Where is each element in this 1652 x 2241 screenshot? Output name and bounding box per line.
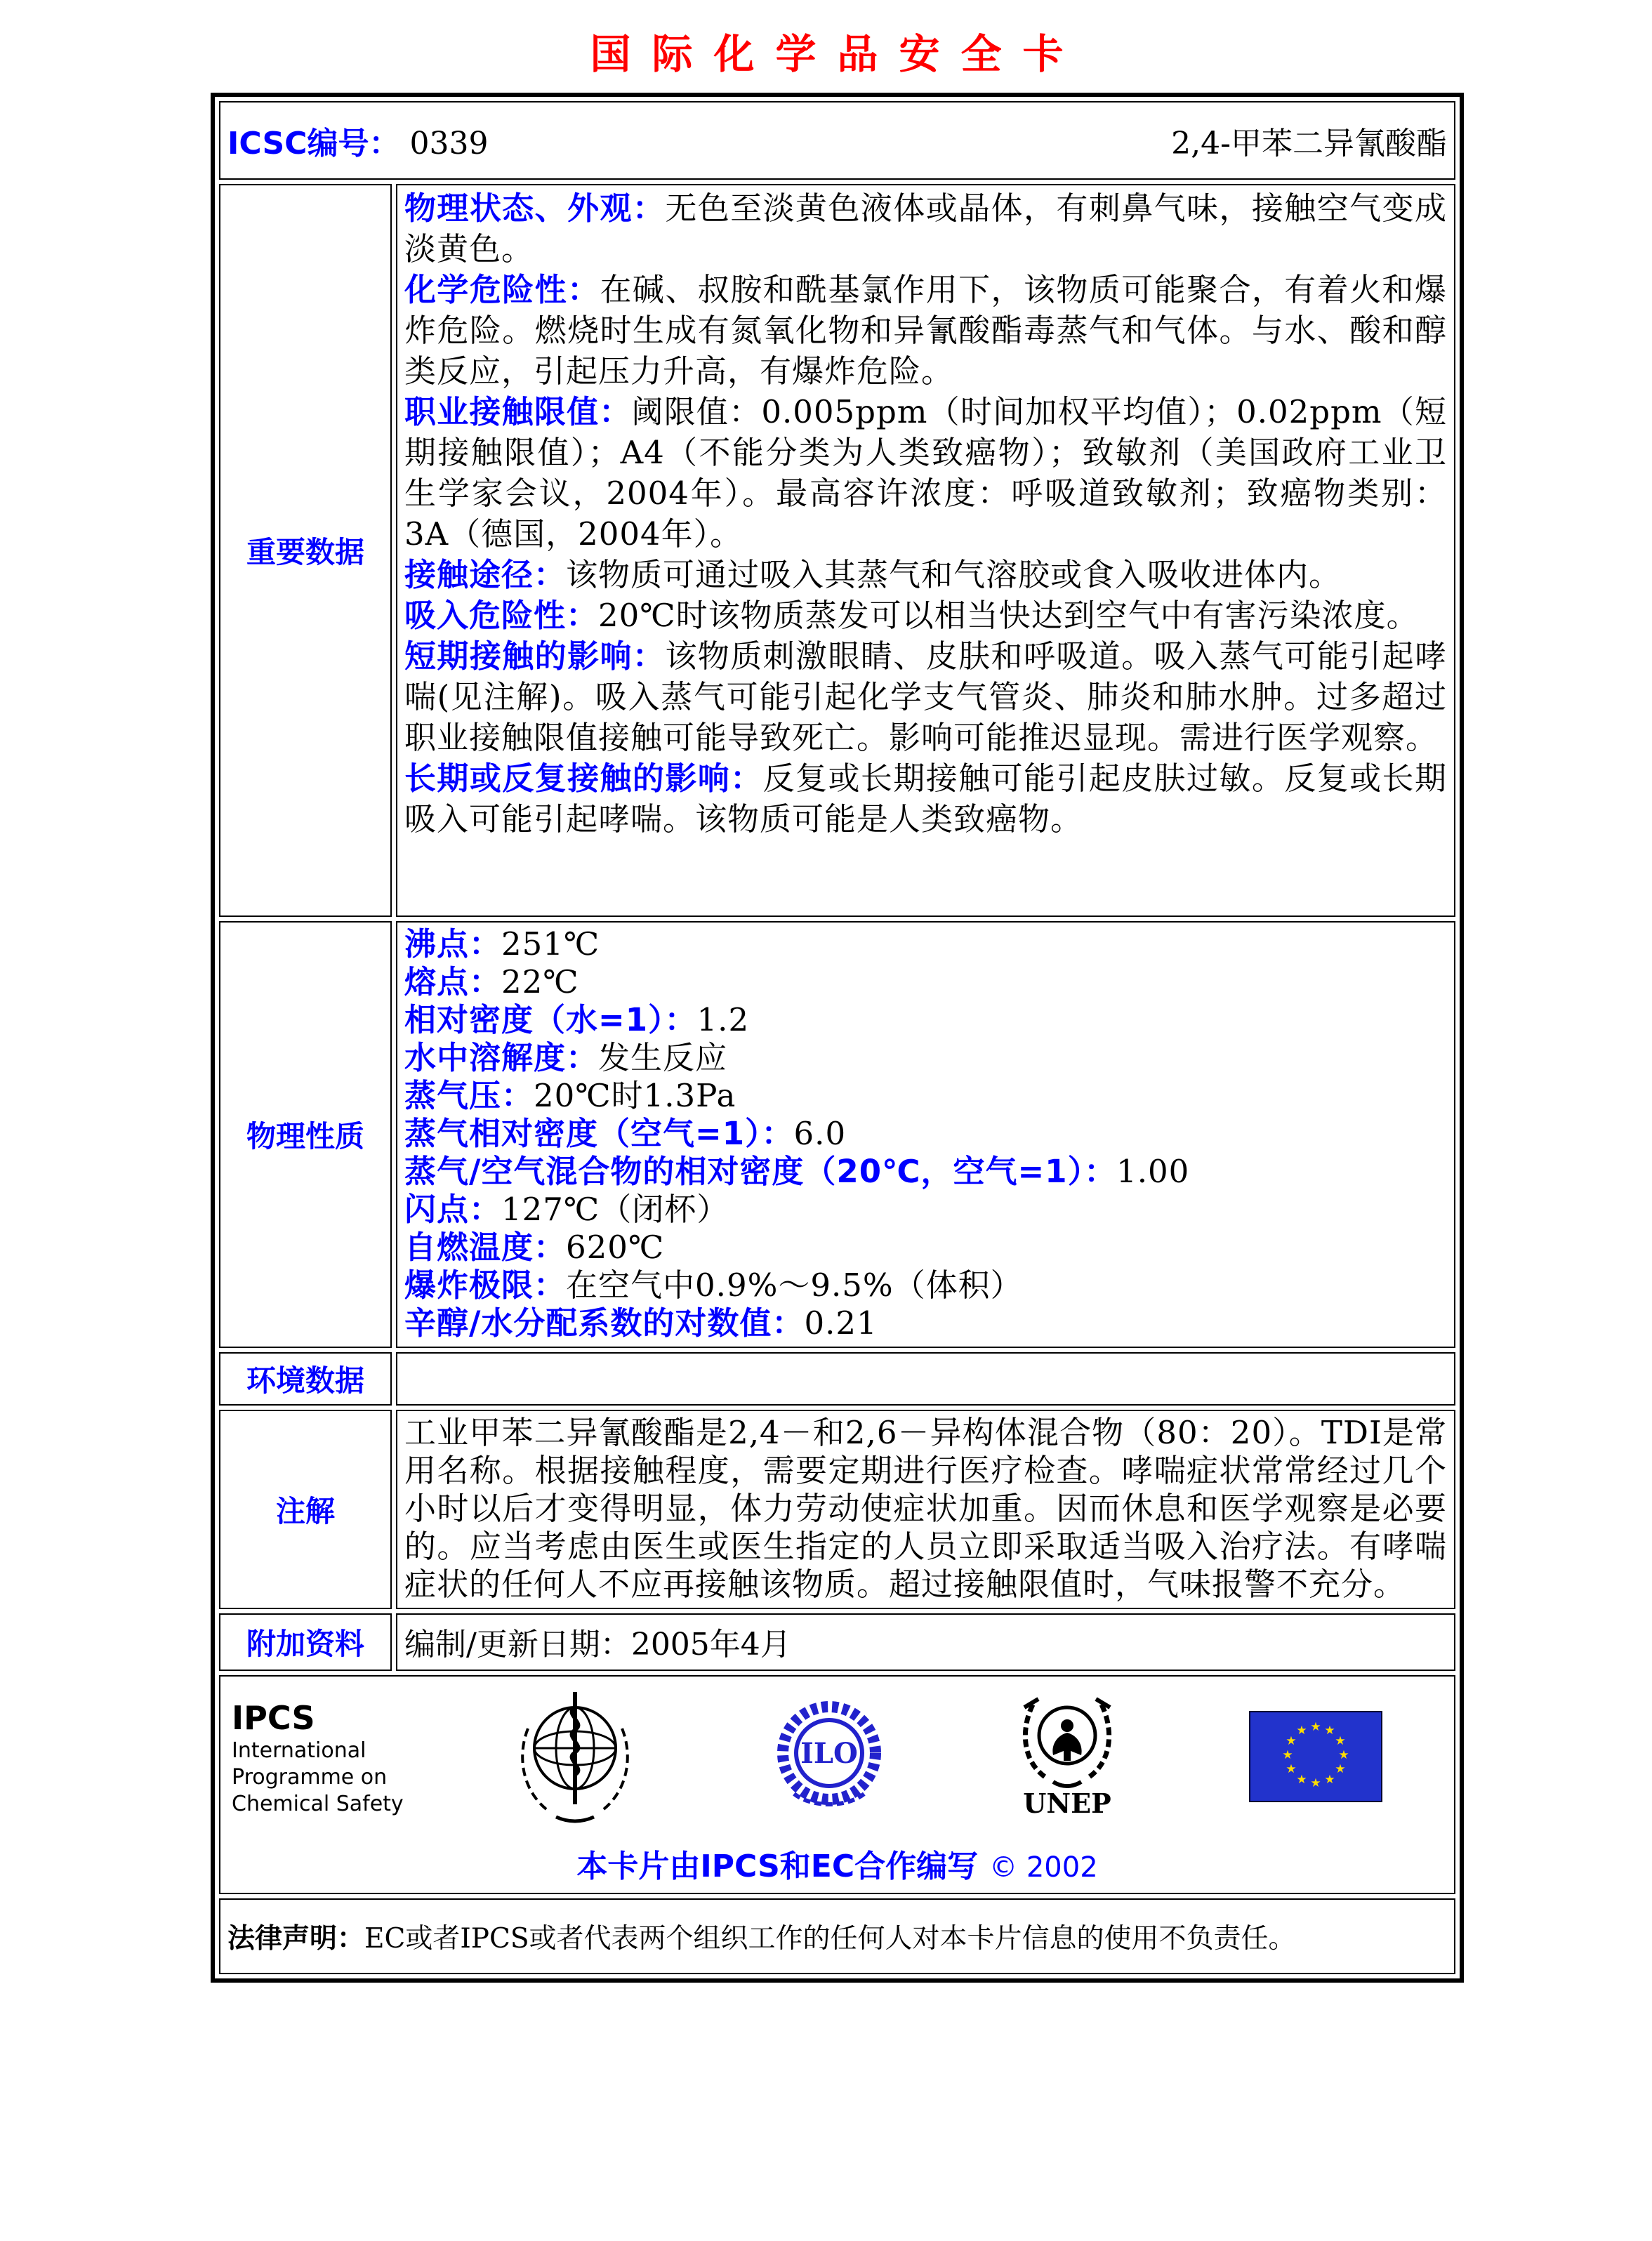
ilo-logo-text: ILO — [800, 1737, 858, 1770]
ipcs-text-block — [227, 1698, 442, 1818]
important-data-content — [396, 184, 1455, 917]
physical-properties-row — [219, 921, 1455, 1348]
environmental-data-content — [396, 1352, 1455, 1406]
field-value: 22℃ — [501, 963, 579, 1000]
field-value: 127℃（闭杯） — [501, 1191, 729, 1228]
physical-property-item — [404, 1039, 1447, 1077]
section-label-physical-properties: 物理性质 — [219, 921, 392, 1348]
section-label-important-data: 重要数据 — [219, 184, 392, 917]
physical-property-item — [404, 963, 1447, 1001]
physical-property-item — [404, 1001, 1447, 1039]
logo-strip — [442, 1686, 1447, 1830]
header-cell — [219, 101, 1455, 180]
eu-flag-icon — [1249, 1711, 1382, 1805]
svg-text:★: ★ — [1286, 1734, 1297, 1748]
important-data-item — [404, 270, 1447, 392]
field-label: 爆炸极限： — [404, 1267, 567, 1304]
field-value: 在碱、叔胺和酰基氯作用下，该物质可能聚合，有着火和爆炸危险。燃烧时生成有氮氧化物和异氰酸酯毒蒸气和气体。与水、酸和醇类反应，引起压力升高，有爆炸危险。 — [404, 271, 1447, 390]
page-title: 国际化学品安全卡 — [590, 30, 1085, 78]
field-label: 沸点： — [404, 925, 502, 963]
field-value: 阈限值：0.005ppm（时间加权平均值）；0.02ppm（短期接触限值）；A4（不能分类为人类致癌物）；致敏剂（美国政府工业卫生学家会议，2004年）。最高容许浓度：呼吸道致敏剂；致癌物类别：3A（德国，2004年）。 — [404, 393, 1447, 553]
legal-statement: EC或者IPCS或者代表两个组织工作的任何人对本卡片信息的使用不负责任。 — [364, 1923, 1296, 1955]
important-data-item — [404, 555, 1447, 595]
section-label-notes: 注解 — [219, 1410, 392, 1609]
field-value: 无色至淡黄色液体或晶体，有刺鼻气味，接触空气变成淡黄色。 — [404, 190, 1447, 267]
notes-content — [396, 1410, 1455, 1609]
svg-text:★: ★ — [1310, 1776, 1321, 1790]
field-value: 6.0 — [793, 1115, 847, 1152]
field-value: 在空气中0.9%～9.5%（体积） — [566, 1267, 1023, 1304]
field-label: 蒸气/空气混合物的相对密度（20℃，空气=1）： — [404, 1153, 1117, 1190]
field-label: 吸入危险性： — [404, 597, 599, 634]
icsc-number-value: 0339 — [409, 126, 489, 161]
icsc-number-label: ICSC编号： — [227, 126, 400, 161]
field-value: 0.21 — [804, 1304, 878, 1342]
legal-label: 法律声明： — [227, 1923, 365, 1955]
important-data-item — [404, 758, 1447, 840]
field-value: 20℃时1.3Pa — [534, 1077, 736, 1114]
physical-property-item — [404, 1304, 1447, 1342]
field-label: 短期接触的影响： — [404, 637, 666, 675]
notes-row — [219, 1410, 1455, 1609]
important-data-item — [404, 636, 1447, 758]
important-data-item — [404, 595, 1447, 636]
physical-property-item — [404, 1229, 1447, 1267]
physical-properties-list — [404, 925, 1447, 1342]
ipcs-line-1: International — [232, 1738, 366, 1763]
field-label: 辛醇/水分配系数的对数值： — [404, 1304, 805, 1342]
physical-property-item — [404, 1267, 1447, 1304]
icsc-card-table — [211, 93, 1464, 1983]
additional-info-row — [219, 1613, 1455, 1671]
environmental-data-row — [219, 1352, 1455, 1406]
ipcs-line-3: Chemical Safety — [232, 1792, 404, 1816]
additional-info-content — [396, 1613, 1455, 1671]
logos-row — [219, 1675, 1455, 1894]
field-value: 20℃时该物质蒸发可以相当快达到空气中有害污染浓度。 — [598, 597, 1419, 634]
icsc-number-group — [227, 118, 488, 163]
field-label: 熔点： — [404, 963, 502, 1000]
additional-info-text: 编制/更新日期：2005年4月 — [404, 1627, 791, 1662]
svg-text:★: ★ — [1282, 1748, 1293, 1762]
svg-text:★: ★ — [1310, 1720, 1321, 1734]
copyright-text: © 2002 — [989, 1851, 1098, 1884]
logos-cell — [219, 1675, 1455, 1894]
field-label: 长期或反复接触的影响： — [404, 760, 763, 797]
physical-property-item — [404, 925, 1447, 963]
field-label: 相对密度（水=1）： — [404, 1001, 697, 1038]
unep-logo-icon — [1015, 1692, 1120, 1825]
svg-text:★: ★ — [1286, 1762, 1297, 1776]
legal-row — [219, 1898, 1455, 1974]
important-data-list — [404, 188, 1447, 840]
svg-text:★: ★ — [1335, 1734, 1346, 1748]
field-label: 闪点： — [404, 1191, 502, 1228]
svg-text:★: ★ — [1335, 1762, 1346, 1776]
header-row — [219, 101, 1455, 180]
svg-text:★: ★ — [1324, 1724, 1335, 1738]
physical-properties-content — [396, 921, 1455, 1348]
ipcs-line-2: Programme on — [232, 1765, 388, 1790]
unep-logo-text: UNEP — [1023, 1787, 1111, 1819]
who-logo-icon — [507, 1686, 644, 1830]
important-data-item — [404, 188, 1447, 270]
field-value: 1.00 — [1116, 1153, 1190, 1190]
field-value: 该物质可通过吸入其蒸气和气溶胶或食入吸收进体内。 — [566, 556, 1342, 593]
field-value: 620℃ — [566, 1229, 665, 1266]
legal-cell — [219, 1898, 1455, 1974]
physical-property-item — [404, 1077, 1447, 1115]
physical-property-item — [404, 1153, 1447, 1191]
physical-property-item — [404, 1191, 1447, 1229]
field-label: 蒸气相对密度（空气=1）： — [404, 1115, 794, 1152]
field-label: 物理状态、外观： — [404, 190, 666, 227]
field-value: 1.2 — [696, 1001, 750, 1038]
field-label: 接触途径： — [404, 556, 567, 593]
field-label: 职业接触限值： — [404, 393, 632, 430]
svg-text:★: ★ — [1338, 1748, 1349, 1762]
field-label: 化学危险性： — [404, 271, 600, 308]
field-label: 蒸气压： — [404, 1077, 534, 1114]
ilo-logo-icon — [773, 1697, 885, 1819]
notes-text: 工业甲苯二异氰酸酯是2,4－和2,6－异构体混合物（80：20）。TDI是常用名称。根据接触程度，需要定期进行医疗检查。哮喘症状常常经过几个小时以后才变得明显，体力劳动使症状加重。因而休息和医学观察是必要的。应当考虑由医生或医生指定的人员立即采取适当吸入治疗法。有哮喘症状的任何人不应再接触该物质。超过接触限值时，气味报警不充分。 — [404, 1414, 1447, 1603]
ipcs-acronym: IPCS — [232, 1699, 315, 1737]
credit-text: 本卡片由IPCS和EC合作编写 — [576, 1849, 979, 1884]
section-label-environmental-data: 环境数据 — [219, 1352, 392, 1406]
field-label: 自燃温度： — [404, 1229, 567, 1266]
important-data-item — [404, 392, 1447, 555]
credit-line — [227, 1841, 1447, 1886]
svg-text:★: ★ — [1296, 1773, 1307, 1787]
chemical-name: 2,4-甲苯二异氰酸酯 — [1171, 126, 1447, 161]
field-value: 发生反应 — [598, 1039, 728, 1076]
svg-text:★: ★ — [1324, 1773, 1335, 1787]
svg-text:★: ★ — [1296, 1724, 1307, 1738]
section-label-additional-info: 附加资料 — [219, 1613, 392, 1671]
field-value: 该物质刺激眼睛、皮肤和呼吸道。吸入蒸气可能引起哮喘(见注解)。吸入蒸气可能引起化学支气管炎、肺炎和肺水肿。过多超过职业接触限值接触可能导致死亡。影响可能推迟显现。需进行医学观察。 — [404, 637, 1447, 756]
field-label: 水中溶解度： — [404, 1039, 599, 1076]
important-data-row — [219, 184, 1455, 917]
field-value: 反复或长期接触可能引起皮肤过敏。反复或长期吸入可能引起哮喘。该物质可能是人类致癌物。 — [404, 760, 1447, 838]
physical-property-item — [404, 1115, 1447, 1153]
field-value: 251℃ — [501, 925, 600, 963]
